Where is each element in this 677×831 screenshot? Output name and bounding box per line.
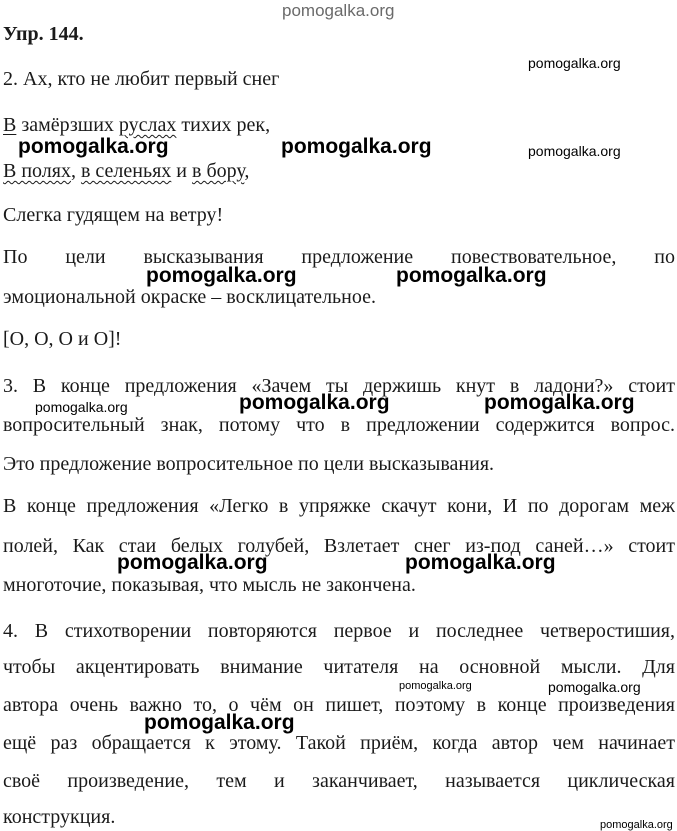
watermark: pomogalka.org	[600, 819, 673, 831]
watermark: pomogalka.org	[18, 135, 169, 158]
sentence-scheme: [О, О, О и О]!	[3, 328, 122, 350]
watermark: pomogalka.org	[282, 1, 395, 20]
watermark: pomogalka.org	[548, 679, 641, 695]
para4-line-1: В конце предложения «Легко в упряжке скачут кони, И по дорогам меж	[3, 495, 675, 517]
para3-line-1: 3. В конце предложения «Зачем ты держишь кнут в ладони?» стоит	[3, 375, 675, 397]
poem-text: тихих рек,	[176, 114, 271, 136]
poem-text: и	[171, 160, 192, 182]
preposition: В	[3, 114, 17, 136]
watermark: pomogalka.org	[484, 391, 635, 414]
watermark: pomogalka.org	[405, 551, 556, 574]
watermark: pomogalka.org	[396, 264, 547, 287]
poem-text: ,	[244, 160, 250, 182]
para4-line-2: полей, Как стаи белых голубей, Взлетает снег из-под саней…» стоит	[3, 535, 675, 557]
para3-line-3: Это предложение вопросительное по цели высказывания.	[3, 453, 495, 475]
exercise-title: Упр. 144.	[3, 23, 84, 45]
poem-line-3	[3, 159, 675, 183]
watermark: pomogalka.org	[399, 680, 472, 692]
poem-line-2	[3, 113, 675, 137]
noun-circumstance: руслах	[118, 114, 177, 136]
poem-text: ,	[70, 160, 81, 182]
watermark: pomogalka.org	[528, 55, 621, 71]
watermark: pomogalka.org	[144, 711, 295, 734]
watermark: pomogalka.org	[117, 551, 268, 574]
poem-line-4: Слегка гудящем на ветру!	[3, 204, 224, 226]
para1-line-2: эмоциональной окраске – восклицательное.	[3, 286, 376, 308]
homogeneous-member-2: в селеньях	[80, 160, 172, 182]
para4-line-3: многоточие, показывая, что мысль не закончена.	[3, 574, 416, 596]
watermark: pomogalka.org	[281, 135, 432, 158]
para5-line-5: своё произведение, тем и заканчивает, называется циклическая	[3, 770, 675, 792]
watermark: pomogalka.org	[239, 391, 390, 414]
poem-line-1: 2. Ах, кто не любит первый снег	[3, 68, 280, 90]
para5-line-2: чтобы акцентировать внимание читателя на основной мысли. Для	[3, 656, 675, 678]
watermark: pomogalka.org	[146, 264, 297, 287]
para5-line-1: 4. В стихотворении повторяются первое и последнее четверостишия,	[3, 620, 675, 642]
para5-line-3: автора очень важно то, о чём он пишет, поэтому в конце произведения	[3, 694, 675, 716]
watermark: pomogalka.org	[528, 143, 621, 159]
para3-line-2: вопросительный знак, потому что в предложении содержится вопрос.	[3, 414, 675, 436]
homogeneous-member-1: В полях	[3, 160, 71, 182]
para5-line-4: ещё раз обращается к этому. Такой приём, когда автор чем начинает	[3, 732, 675, 754]
para5-line-6: конструкция.	[3, 806, 116, 828]
poem-text: замёрзших	[16, 114, 119, 136]
watermark: pomogalka.org	[35, 399, 128, 415]
para1-line-1: По цели высказывания предложение повествовательное, по	[3, 246, 675, 268]
homogeneous-member-3: в бору	[192, 160, 245, 182]
